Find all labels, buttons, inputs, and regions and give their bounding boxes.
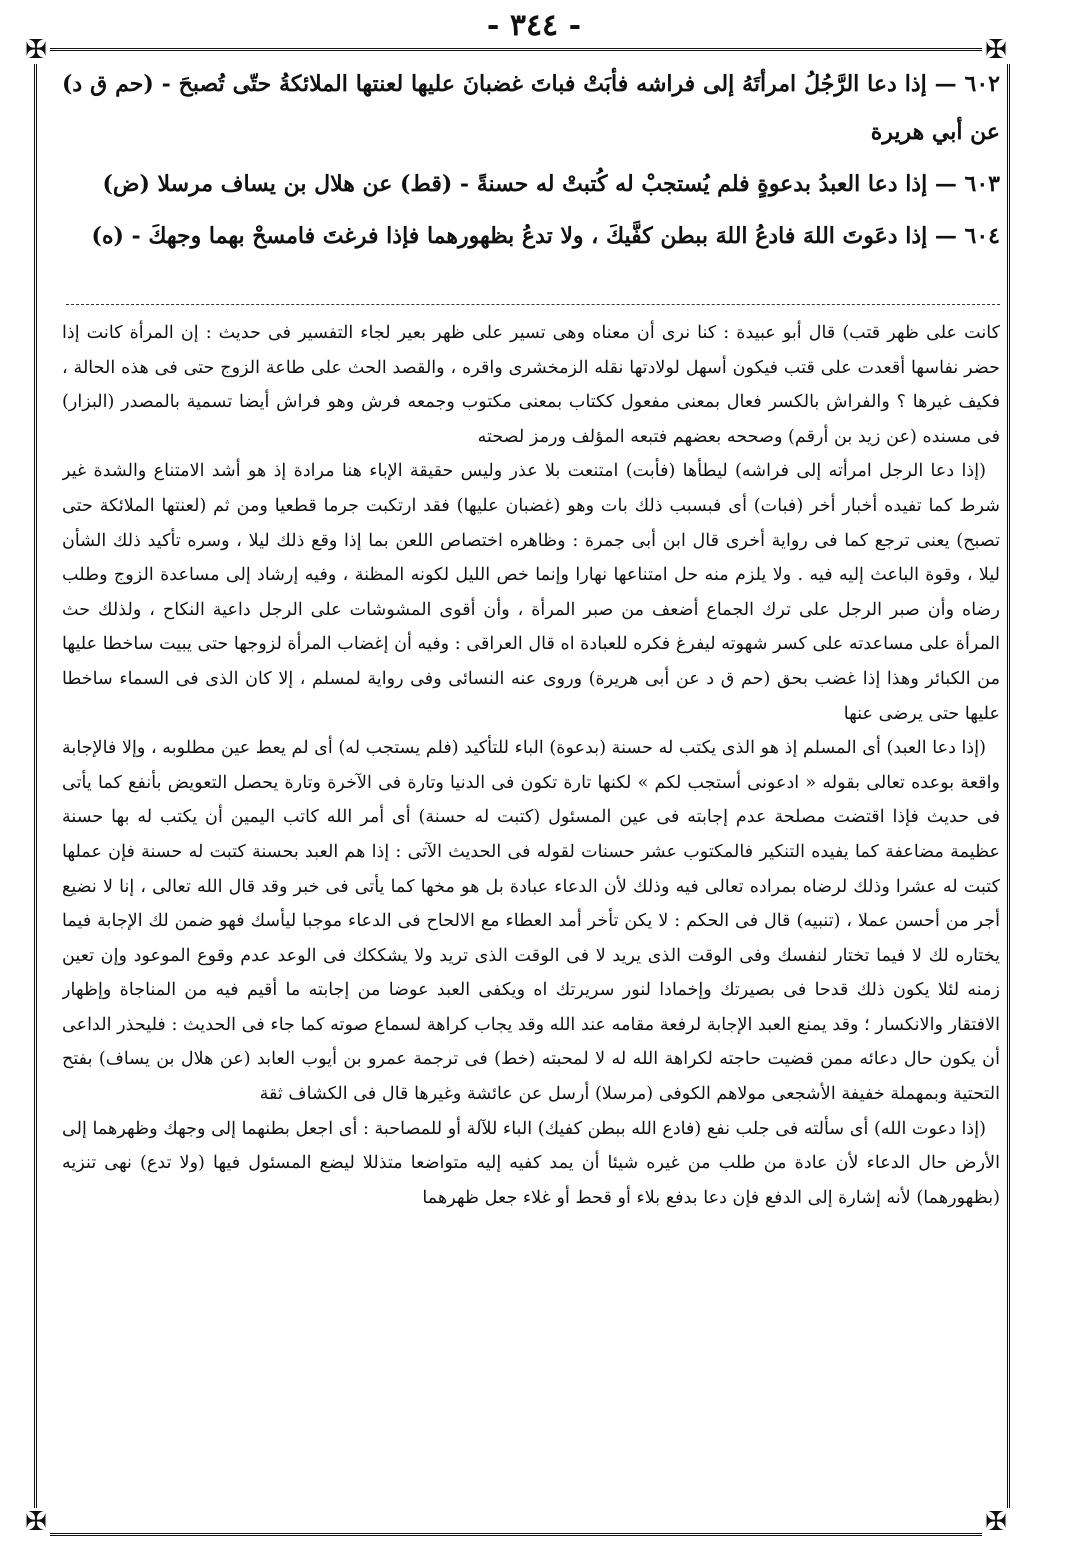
commentary-paragraph: (إذا دعا العبد) أى المسلم إذ هو الذى يكتب له حسنة (بدعوة) الباء للتأكيد (فلم يستجب له) أى لم يعط عين مطلوبه ، وإلا فالإجابة واقعة بوعده تعالى بقوله « ادعونى أستجب لكم » لكنها تارة تكون فى الدنيا وتارة فى الآخرة وتارة يحصل التعويض بأنفع كما يأتى فى حديث فإذا اقتضت مصلحة عدم إجابته فى عين المسئول (كتبت له حسنة) أى أمر الله كاتب اليمين أن يكتب له بها حسنة عظيمة مضاعفة كما يفيده التنكير فالمكتوب عشر حسنات لقوله فى الحديث الآتى : إذا هم العبد بحسنة كتبت له حسنة فإن عملها كتبت له عشرا وذلك لرضاه بمراده تعالى فيه وذلك لأن الدعاء عبادة بل هو مخها كما يأتى فى خبر وقد قال الله تعالى ، إنا لا نضيع أجر من أحسن عملا ، (تنبيه) قال فى الحكم : لا يكن تأخر أمد العطاء مع الالحاح فى الدعاء موجبا ليأسك فهو ضمن لك الإجابة فيما يختاره لك لا فيما تختار لنفسك وفى الوقت الذى يريد لا فى الوقت الذى تريد ولا يشككك فى الوعد عدم وقوع الموعود وإن تعين زمنه لئلا يكون ذلك قدحا فى بصيرتك وإخمادا لنور سريرتك اه ويكفى العبد عوضا من إجابته ما أقيم فيه من المناجاة وإظهار الافتقار والانكسار ؛ وقد يمنع العبد الإجابة لرفعة مقامه عند الله وقد يجاب كراهة لسماع صوته كما جاء فى الحديث : فليحذر الداعى أن يكون حال دعائه ممن قضيت حاجته لكراهة الله له لا لمحبته (خط) فى ترجمة عمرو بن أيوب العابد (عن هلال بن يساف) بفتح التحتية وبمهملة خفيفة الأشجعى مولاهم الكوفى (مرسلا) أرسل عن عائشة وغيرها قال فى الكشاف ثقة xyxy=(62,738,1000,1105)
section-divider xyxy=(66,304,1000,305)
commentary-section xyxy=(62,316,1000,1532)
hadith-604: ٦٠٤ — إذا دعَوتَ اللهَ فادعُ اللهَ ببطن كفَّيكَ ، ولا تدعُ بظهورهما فإذا فرغتَ فامسحْ بهما وجهكَ - (ه) xyxy=(91,223,1000,249)
corner-ornament-icon: ✠ xyxy=(982,1508,1010,1536)
commentary-paragraph: كانت على ظهر قتب) قال أبو عبيدة : كنا نرى أن معناه وهى تسير على ظهر بعير لجاء التفسير فى حديث : إن المرأة كانت إذا حضر نفاسها أقعدت على قتب فيكون أسهل لولادتها نقله الزمخشرى واقره ، والقصد الحث على طاعة الزوج حتى فى هذه الحالة ، فكيف غيرها ؟ والفراش بالكسر فعال بمعنى مفعول ككتاب بمعنى مكتوب وجمعه فرش وهو فراش أيضا تسمية بالمصدر (البزار) فى مسنده (عن زيد بن أرقم) وصححه بعضهم فتبعه المؤلف ورمز لصحته xyxy=(62,323,1000,447)
hadith-text-section xyxy=(62,60,1000,260)
hadith-603: ٦٠٣ — إذا دعا العبدُ بدعوةٍ فلم يُستجبْ له كُتبتْ له حسنةً - (قط) عن هلال بن يساف مرسلا (ض) xyxy=(102,171,1000,197)
corner-ornament-icon: ✠ xyxy=(22,36,50,64)
page-number: - ٣٤٤ - xyxy=(486,8,582,43)
corner-ornament-icon: ✠ xyxy=(22,1508,50,1536)
hadith-602: ٦٠٢ — إذا دعا الرَّجُلُ امرأتَهُ إلى فراشه فأبَتْ فباتَ غضبانَ عليها لعنتها الملائكةُ حتّى تُصبحَ - (حم ق د) عن أبي هريرة xyxy=(62,71,1000,145)
corner-ornament-icon: ✠ xyxy=(982,36,1010,64)
commentary-paragraph: (إذا دعا الرجل امرأته إلى فراشه) ليطأها (فأبت) امتنعت بلا عذر وليس حقيقة الإباء هنا مرادة إذ هو أشد الامتناع والشدة غير شرط كما تفيده أخبار أخر (فبات) أى فبسبب ذلك بات وهو (غضبان عليها) فقد ارتكبت جرما قطعيا ومن ثم (لعنتها الملائكة حتى تصبح) يعنى ترجع كما فى رواية أخرى قال ابن أبى جمرة : وظاهره اختصاص اللعن بما إذا وقع ذلك ليلا ، وسره تأكيد ذلك الشأن ليلا ، وقوة الباعث إليه فيه . ولا يلزم منه حل امتناعها نهارا وإنما خص الليل لكونه المظنة ، وفيه إرشاد إلى مساعدة الزوج وطلب رضاه وأن صبر الرجل على ترك الجماع أضعف من صبر المرأة ، وأن أقوى المشوشات على الرجل داعية النكاح ، ولذلك حث المرأة على مساعدته على كسر شهوته ليفرغ فكره للعبادة اه قال العراقى : وفيه أن إغضاب المرأة لزوجها حتى يبيت ساخطا عليها من الكبائر وهذا إذا غضب بحق (حم ق د عن أبى هريرة) وروى عنه النسائى وفى رواية لمسلم ، إلا كان الذى فى السماء ساخطا عليها حتى يرضى عنها xyxy=(62,461,1000,724)
commentary-paragraph: (إذا دعوت الله) أى سألته فى جلب نفع (فادع الله ببطن كفيك) الباء للآلة أو للمصاحبة : أى اجعل بطنهما إلى وجهك وظهرهما إلى الأرض حال الدعاء لأن عادة من طلب من غيره شيئا أن يمد كفيه إليه متواضعا متذللا ليضع المسئول فيها (ولا تدع) نهى تنزيه (بظهورهما) لأنه إشارة إلى الدفع فإن دعا بدفع بلاء أو قحط أو غلاء جعل ظهرهما xyxy=(62,1118,1000,1208)
